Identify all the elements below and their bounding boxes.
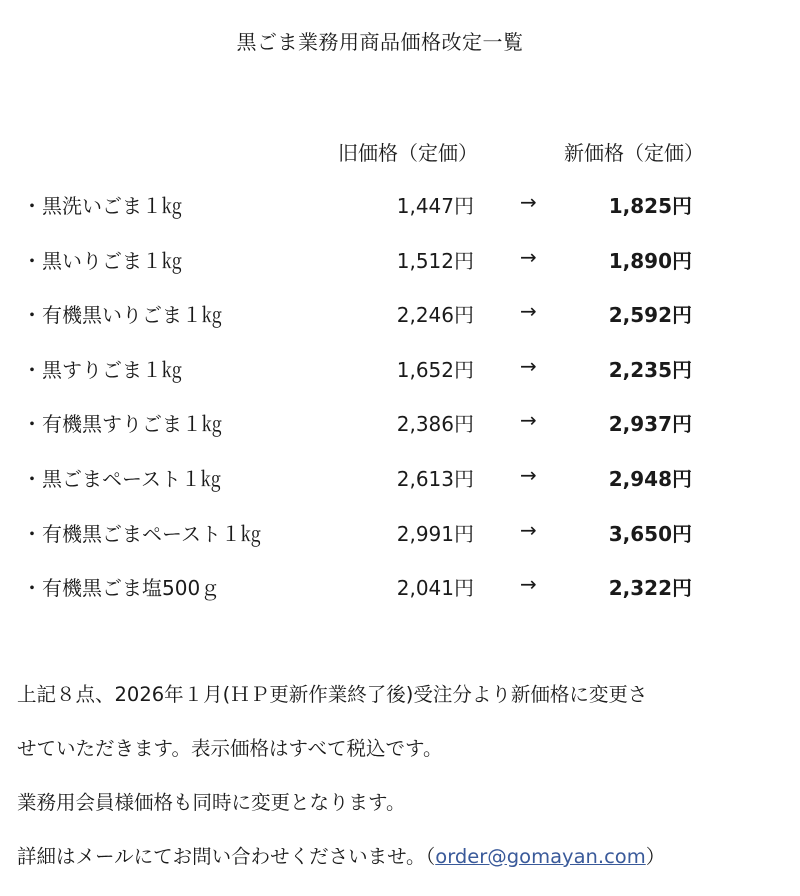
old-price: 1,447円 bbox=[396, 194, 474, 218]
new-price: 2,592円 bbox=[608, 303, 692, 328]
new-price-header: 新価格（定価） bbox=[564, 141, 704, 165]
old-price-header: 旧価格（定価） bbox=[338, 141, 478, 165]
note-line: せていただきます。表示価格はすべて税込です。 bbox=[17, 737, 443, 760]
document-title: 黒ごま業務用商品価格改定一覧 bbox=[236, 30, 524, 54]
old-price: 2,386円 bbox=[396, 412, 474, 437]
product-name: ・有機黒ごま塩500ｇ bbox=[22, 576, 221, 601]
old-price: 2,041円 bbox=[396, 576, 474, 601]
price-row bbox=[0, 287, 800, 342]
new-price: 2,948円 bbox=[608, 466, 692, 491]
arrow-icon: → bbox=[520, 572, 537, 597]
arrow-icon: → bbox=[520, 462, 537, 487]
price-row bbox=[0, 342, 800, 397]
price-row bbox=[0, 451, 800, 506]
arrow-icon: → bbox=[520, 353, 537, 378]
email-link[interactable]: order@gomayan.com bbox=[435, 845, 646, 868]
old-price: 1,652円 bbox=[396, 357, 474, 382]
product-name: ・黒いりごま１㎏ bbox=[22, 248, 182, 273]
arrow-icon: → bbox=[520, 408, 537, 433]
price-row bbox=[0, 396, 800, 451]
note-line: 上記８点、2026年１月(ＨＰ更新作業終了後)受注分より新価格に変更さ bbox=[17, 683, 648, 706]
new-price: 2,235円 bbox=[608, 357, 692, 382]
product-name: ・黒ごまペースト１㎏ bbox=[22, 466, 221, 491]
arrow-icon: → bbox=[520, 244, 537, 269]
old-price: 2,246円 bbox=[396, 303, 474, 328]
new-price: 2,937円 bbox=[608, 412, 692, 437]
price-row bbox=[0, 178, 800, 233]
price-row bbox=[0, 233, 800, 288]
price-row bbox=[0, 506, 800, 561]
contact-text-end: ） bbox=[645, 845, 666, 868]
price-row bbox=[0, 560, 800, 615]
old-price: 1,512円 bbox=[396, 248, 474, 273]
new-price: 1,890円 bbox=[608, 248, 692, 273]
arrow-icon: → bbox=[520, 190, 537, 214]
arrow-icon: → bbox=[520, 517, 537, 542]
arrow-icon: → bbox=[520, 299, 537, 324]
contact-text: 詳細はメールにてお問い合わせくださいませ。（ bbox=[17, 845, 436, 868]
new-price: 3,650円 bbox=[608, 521, 692, 546]
old-price: 2,613円 bbox=[396, 466, 474, 491]
product-name: ・黒すりごま１㎏ bbox=[22, 357, 182, 382]
product-name: ・有機黒すりごま１㎏ bbox=[22, 412, 222, 437]
new-price: 2,322円 bbox=[608, 576, 692, 601]
notes-section bbox=[17, 680, 797, 896]
price-list bbox=[0, 178, 800, 615]
old-price: 2,991円 bbox=[396, 521, 474, 546]
new-price: 1,825円 bbox=[608, 194, 692, 218]
contact-line bbox=[17, 842, 797, 896]
product-name: ・有機黒いりごま１㎏ bbox=[22, 303, 222, 328]
product-name: ・黒洗いごま１㎏ bbox=[22, 194, 182, 218]
note-line: 業務用会員様価格も同時に変更となります。 bbox=[17, 791, 406, 814]
product-name: ・有機黒ごまペースト１㎏ bbox=[22, 521, 261, 546]
